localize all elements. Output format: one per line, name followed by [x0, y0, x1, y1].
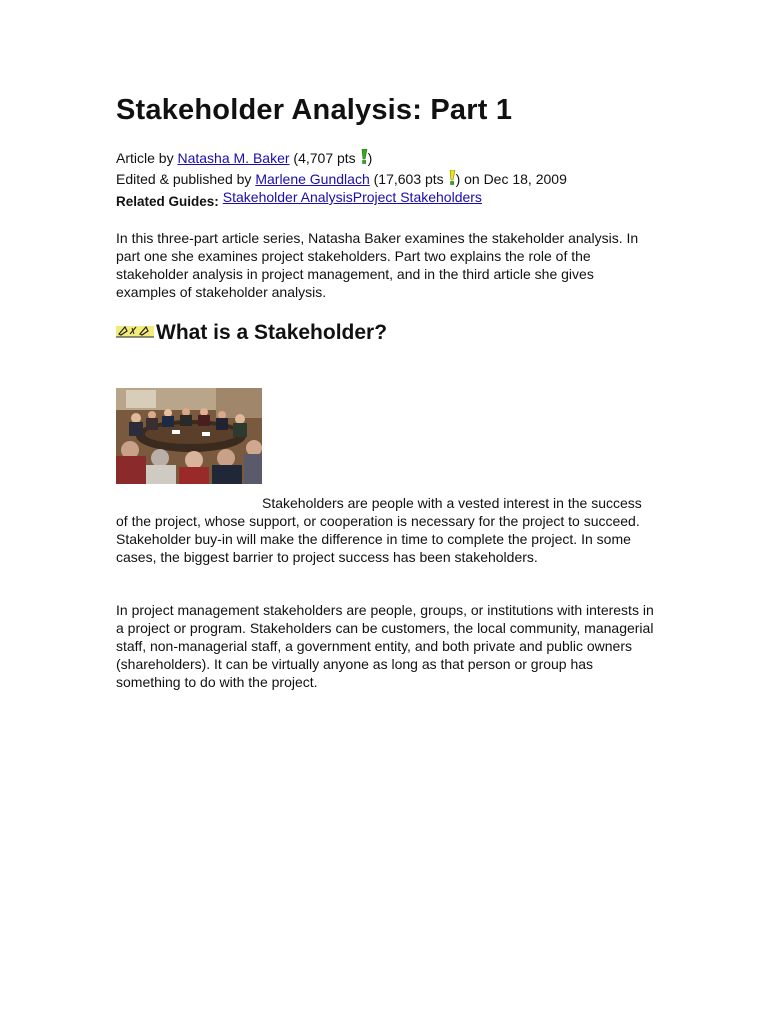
author-link[interactable]: Natasha M. Baker	[177, 150, 290, 166]
byline: Article by Natasha M. Baker (4,707 pts )	[116, 150, 373, 166]
intro-paragraph: In this three-part article series, Natasha Baker examines the stakeholder analysis. In part one she examines project stakeholders. Part two explains the role of the stakeholder analysis in project management, and in the third article she gives examples of stakeholder analysis.	[116, 230, 639, 300]
related-link-stakeholder-analysis[interactable]: Stakeholder Analysis	[222, 189, 353, 205]
edited-line: Edited & published by Marlene Gundlach (17,603 pts ) on Dec 18, 2009	[116, 171, 567, 187]
points-badge-icon	[448, 170, 456, 189]
heading-arrows-icon	[116, 321, 154, 345]
points-badge-icon	[360, 149, 368, 168]
related-guides-label: Related Guides:	[116, 194, 219, 209]
stakeholder-definition-paragraph: Stakeholders are people with a vested interest in the success of the project, whose support, or cooperation is necessary for the project to succeed. Stakeholder buy-in will make the difference in time to complete the project. In some cases, the biggest barrier to project success has been stakeholders.	[116, 495, 642, 565]
related-link-project-stakeholders[interactable]: Project Stakeholders	[352, 189, 482, 205]
page-title: Stakeholder Analysis: Part 1	[116, 94, 513, 126]
editor-link[interactable]: Marlene Gundlach	[255, 171, 370, 187]
related-guides	[116, 189, 482, 209]
meeting-photo	[116, 388, 262, 484]
stakeholder-types-paragraph: In project management stakeholders are people, groups, or institutions with interests in a project or program. Stakeholders can be customers, the local community, managerial staff, non-managerial staff, a government entity, and both private and public owners (shareholders). It can be virtually anyone as long as that person or group has something to do with the project.	[116, 602, 654, 690]
section-heading: What is a Stakeholder?	[116, 321, 387, 345]
